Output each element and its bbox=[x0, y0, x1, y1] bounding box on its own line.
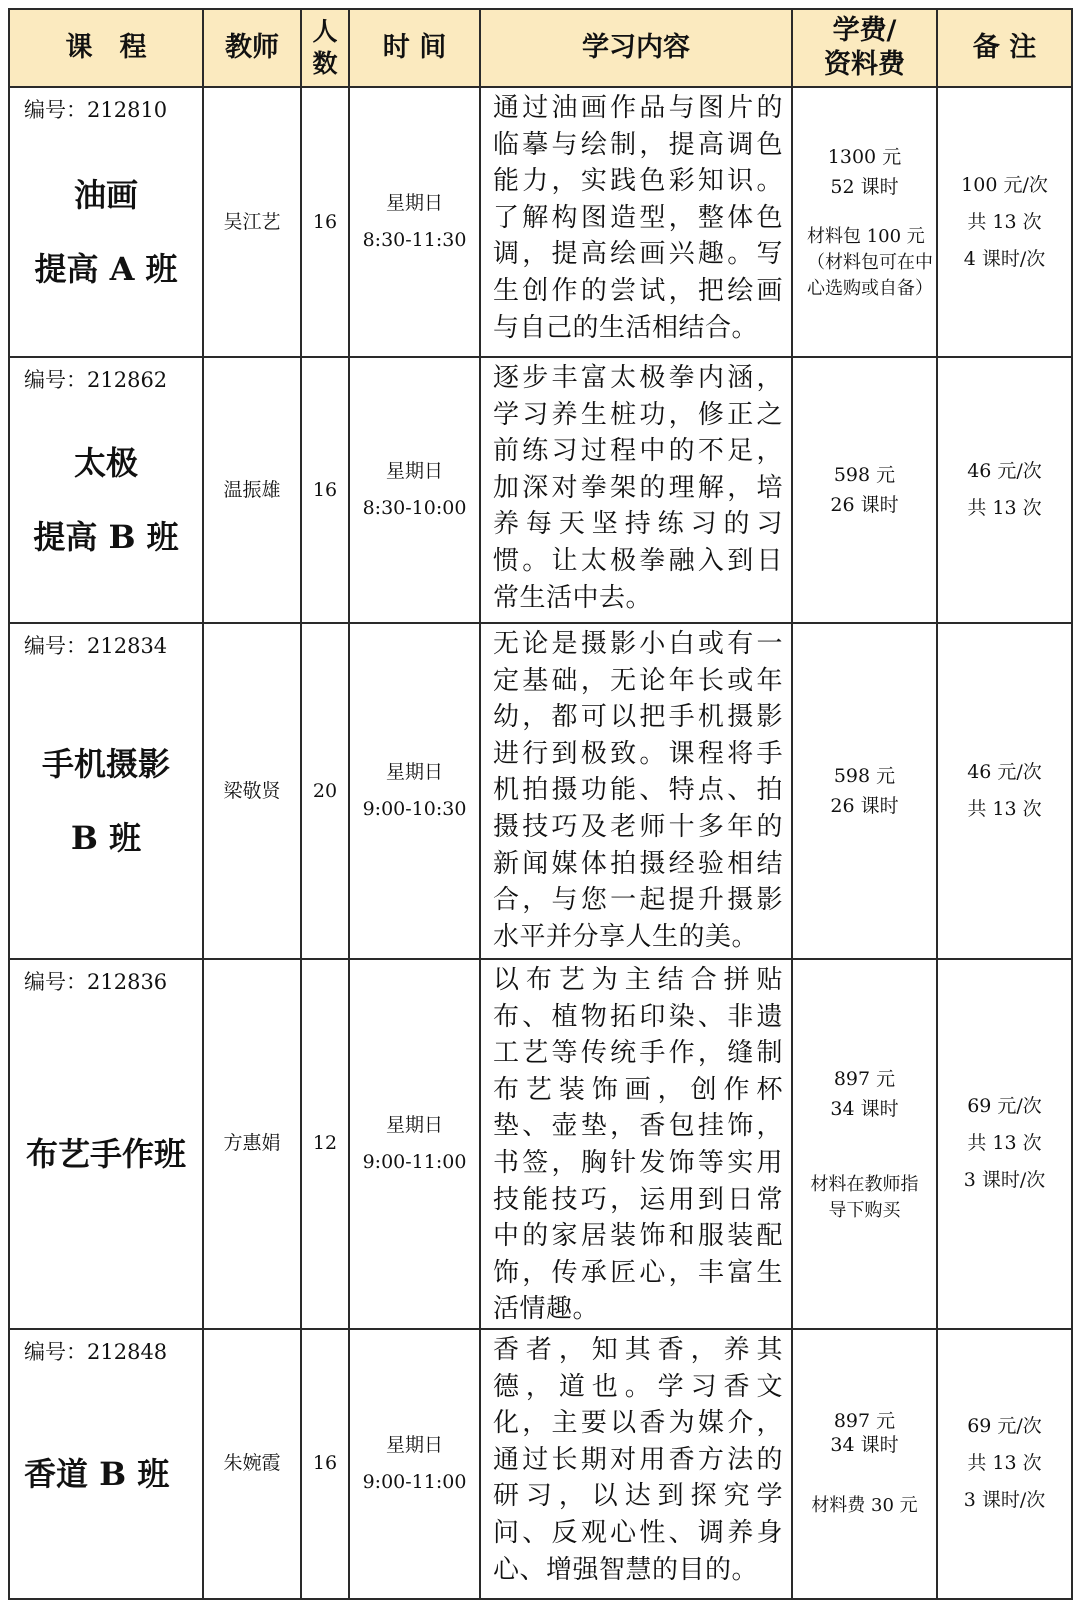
course-code: 编号：212836 bbox=[24, 970, 168, 994]
teacher-cell: 温振雄 bbox=[203, 357, 301, 623]
fee-hours: 34 课时 bbox=[830, 1097, 899, 1120]
course-code: 编号：212810 bbox=[24, 98, 168, 122]
time-cell bbox=[349, 357, 480, 623]
course-code: 编号：212848 bbox=[24, 1339, 168, 1364]
fee-cell bbox=[792, 959, 937, 1329]
header-fee-line2: 资料费 bbox=[824, 49, 905, 80]
course-name: 香道 B 班 bbox=[24, 1454, 170, 1493]
content-cell: 香者，知其香，养其德，道也。学习香文化，主要以香为媒介，通过长期对用香方法的研习，以达到探究学问、反观心性、调养身心、增强智慧的目的。 bbox=[480, 1329, 792, 1599]
remark-cell: 46 元/次 共 13 次 bbox=[937, 623, 1072, 959]
course-code: 编号：212862 bbox=[24, 368, 168, 392]
count-cell: 16 bbox=[301, 1329, 349, 1599]
fee-cell bbox=[792, 623, 937, 959]
table-row bbox=[9, 87, 1072, 357]
course-cell bbox=[9, 357, 203, 623]
fee-hours: 26 课时 bbox=[830, 795, 899, 817]
weekday: 星期日 bbox=[385, 761, 443, 783]
count-cell: 16 bbox=[301, 87, 349, 357]
fee-material: 材料费 30 元 bbox=[811, 1494, 918, 1516]
course-name: 手机摄影 B 班 bbox=[41, 745, 170, 857]
fee-cell bbox=[792, 87, 937, 357]
fee-hours: 26 课时 bbox=[830, 494, 899, 516]
fee-amount: 897 元 bbox=[833, 1067, 896, 1090]
course-cell bbox=[9, 959, 203, 1329]
course-cell bbox=[9, 1329, 203, 1599]
count-cell: 20 bbox=[301, 623, 349, 959]
fee-amount: 1300 元 bbox=[827, 146, 902, 168]
count-cell: 16 bbox=[301, 357, 349, 623]
time-range: 9:00-11:00 bbox=[362, 1470, 467, 1493]
fee-cell bbox=[792, 357, 937, 623]
fee-material: 材料在教师指导下购买 bbox=[810, 1173, 919, 1221]
fee-hours: 34 课时 bbox=[830, 1433, 899, 1456]
table-row bbox=[9, 959, 1072, 1329]
fee-amount: 598 元 bbox=[833, 765, 896, 787]
time-range: 8:30-10:00 bbox=[362, 497, 467, 519]
teacher-cell: 吴江艺 bbox=[203, 87, 301, 357]
course-cell bbox=[9, 87, 203, 357]
header-fee bbox=[792, 9, 937, 87]
remark-cell: 46 元/次 共 13 次 bbox=[937, 357, 1072, 623]
remark-cell: 69 元/次 共 13 次 3 课时/次 bbox=[937, 959, 1072, 1329]
header-teacher: 教师 bbox=[203, 9, 301, 87]
teacher-cell: 方惠娟 bbox=[203, 959, 301, 1329]
weekday: 星期日 bbox=[385, 460, 443, 482]
count-cell: 12 bbox=[301, 959, 349, 1329]
time-range: 9:00-11:00 bbox=[362, 1150, 467, 1173]
time-range: 8:30-11:30 bbox=[362, 229, 467, 251]
content-cell: 以布艺为主结合拼贴布、植物拓印染、非遗工艺等传统手作，缝制布艺装饰画，创作杯垫、壶垫，香包挂饰，书签，胸针发饰等实用技能技巧，运用到日常中的家居装饰和服装配饰，传承匠心，丰富生活情趣。 bbox=[480, 959, 792, 1329]
header-count bbox=[301, 9, 349, 87]
time-cell bbox=[349, 87, 480, 357]
fee-material: 材料包 100 元（材料包可在中心选购或自备） bbox=[807, 226, 933, 299]
remark-cell: 69 元/次 共 13 次 3 课时/次 bbox=[937, 1329, 1072, 1599]
header-time: 时 间 bbox=[349, 9, 480, 87]
course-code: 编号：212834 bbox=[24, 634, 168, 658]
weekday: 星期日 bbox=[385, 192, 443, 214]
table-row bbox=[9, 1329, 1072, 1599]
fee-amount: 598 元 bbox=[833, 464, 896, 486]
time-cell bbox=[349, 959, 480, 1329]
header-count-line2: 数 bbox=[312, 49, 338, 78]
course-name: 太极 提高 B 班 bbox=[33, 444, 179, 556]
header-row bbox=[9, 9, 1072, 87]
table-row bbox=[9, 357, 1072, 623]
weekday: 星期日 bbox=[385, 1113, 443, 1136]
fee-hours: 52 课时 bbox=[830, 176, 899, 198]
course-cell bbox=[9, 623, 203, 959]
remark-cell: 100 元/次 共 13 次 4 课时/次 bbox=[937, 87, 1072, 357]
content-cell: 逐步丰富太极拳内涵，学习养生桩功，修正之前练习过程中的不足，加深对拳架的理解，培养每天坚持练习的习惯。让太极拳融入到日常生活中去。 bbox=[480, 357, 792, 623]
header-content: 学习内容 bbox=[480, 9, 792, 87]
header-count-line1: 人 bbox=[312, 17, 338, 46]
weekday: 星期日 bbox=[385, 1433, 443, 1456]
time-range: 9:00-10:30 bbox=[362, 798, 467, 820]
content-cell: 无论是摄影小白或有一定基础，无论年长或年幼，都可以把手机摄影进行到极致。课程将手机拍摄功能、特点、拍摄技巧及老师十多年的新闻媒体拍摄经验相结合，与您一起提升摄影水平并分享人生的美。 bbox=[480, 623, 792, 959]
header-remark: 备 注 bbox=[937, 9, 1072, 87]
fee-amount: 897 元 bbox=[833, 1409, 896, 1432]
teacher-cell: 梁敬贤 bbox=[203, 623, 301, 959]
content-cell: 通过油画作品与图片的临摹与绘制，提高调色能力，实践色彩知识。了解构图造型，整体色调，提高绘画兴趣。写生创作的尝试，把绘画与自己的生活相结合。 bbox=[480, 87, 792, 357]
table-row bbox=[9, 623, 1072, 959]
header-fee-line1: 学费/ bbox=[832, 15, 897, 46]
course-name: 油画 提高 A 班 bbox=[34, 176, 178, 288]
course-schedule-table bbox=[8, 8, 1073, 1600]
time-cell bbox=[349, 623, 480, 959]
course-name: 布艺手作班 bbox=[25, 1134, 186, 1173]
teacher-cell: 朱婉霞 bbox=[203, 1329, 301, 1599]
fee-cell bbox=[792, 1329, 937, 1599]
header-course: 课 程 bbox=[9, 9, 203, 87]
time-cell bbox=[349, 1329, 480, 1599]
